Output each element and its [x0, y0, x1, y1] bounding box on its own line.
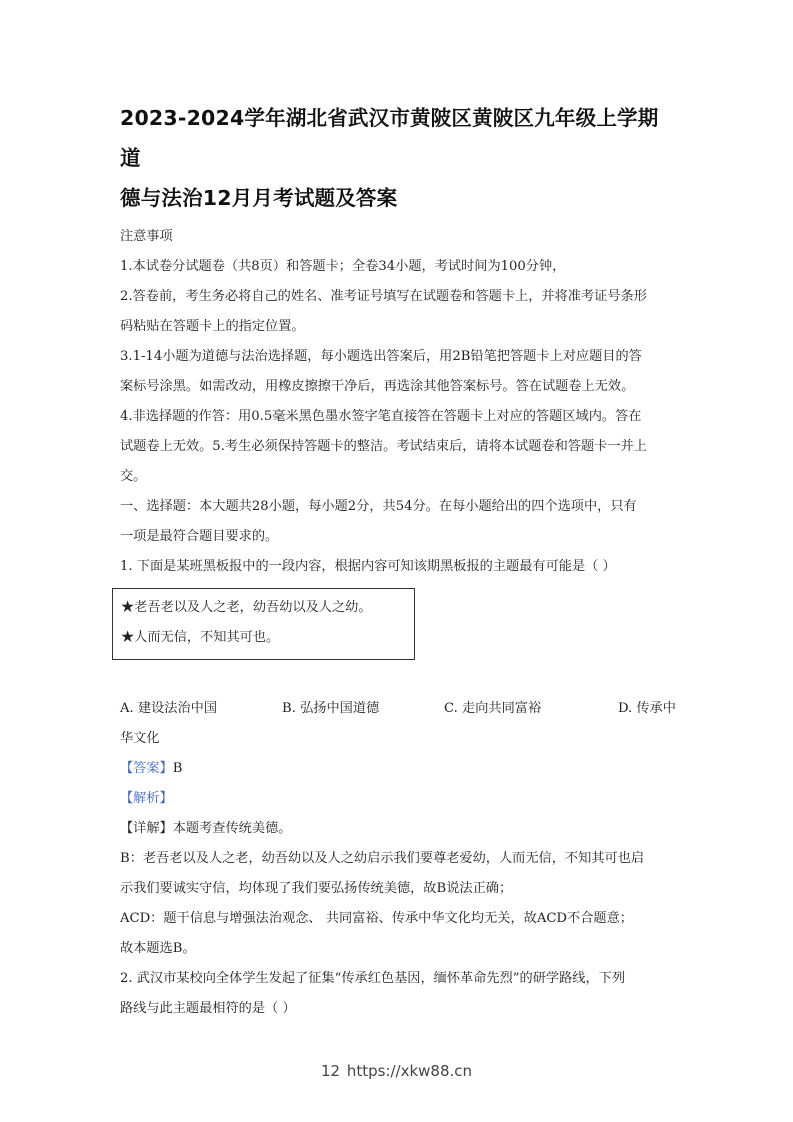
question-1-options [120, 694, 676, 724]
notice-item-2-line-2: 码粘贴在答题卡上的指定位置。 [120, 319, 305, 334]
option-d: D. 传承中 [617, 701, 676, 716]
detail-line: 【详解】本题考查传统美德。 [120, 821, 292, 836]
notice-item-3-line-1: 3.1-14小题为道德与法治选择题，每小题选出答案后，用2B铅笔把答题卡上对应题目的答 [120, 349, 642, 364]
option-d-continued: 华文化 [120, 731, 160, 746]
quote-line-1: ★老吾老以及人之老，幼吾幼以及人之幼。 [121, 600, 372, 615]
explanation-2: ACD：题干信息与增强法治观念、 共同富裕、传承中华文化均无关，故ACD不合题意； [120, 911, 633, 926]
page-footer [0, 1062, 793, 1080]
footer-url: https://xkw88.cn [346, 1062, 473, 1080]
explanation-1-line-2: 示我们要诚实守信，均体现了我们要弘扬传统美德，故B说法正确； [120, 881, 513, 896]
question-1-quote-box [112, 588, 415, 660]
section-heading-line-1: 一、选择题：本大题共28小题，每小题2分，共54分。在每小题给出的四个选项中，只有 [120, 499, 637, 514]
answer-line [120, 754, 676, 784]
answer-tag: 【答案】 [120, 761, 173, 776]
notice-item-2-line-1: 2.答卷前，考生务必将自己的姓名、准考证号填写在试题卷和答题卡上，并将准考证号条形 [120, 289, 647, 304]
answer-value: B [172, 761, 183, 776]
notice-item-1: 1.本试卷分试题卷（共8页）和答题卡；全卷34小题，考试时间为100分钟， [120, 259, 566, 274]
page-number: 12 [320, 1062, 341, 1080]
option-c: C. 走向共同富裕 [444, 701, 542, 716]
title-line-1: 2023-2024学年湖北省武汉市黄陂区黄陂区九年级上学期道 [120, 106, 659, 170]
quote-line-2: ★人而无信，不知其可也。 [121, 630, 280, 645]
notice-item-3-line-2: 案标号涂黑。如需改动，用橡皮擦擦干净后，再选涂其他答案标号。答在试题卷上无效。 [120, 379, 635, 394]
question-2-stem-line-2: 路线与此主题最相符的是（ ） [120, 1001, 296, 1016]
notice-item-4-line-2: 试题卷上无效。5.考生必须保持答题卡的整洁。考试结束后，请将本试题卷和答题卡一并上 [120, 439, 647, 454]
section-heading-line-2: 一项是最符合题目要求的。 [120, 529, 279, 544]
explanation-1-line-1: B：老吾老以及人之老，幼吾幼以及人之幼启示我们要尊老爱幼，人而无信，不知其可也启 [120, 851, 644, 866]
question-2-stem-line-1: 2. 武汉市某校向全体学生发起了征集“传承红色基因，缅怀革命先烈”的研学路线，下列 [120, 971, 626, 986]
option-b: B. 弘扬中国道德 [282, 701, 380, 716]
notice-heading: 注意事项 [120, 229, 173, 244]
question-1-stem: 1. 下面是某班黑板报中的一段内容，根据内容可知该期黑板报的主题最有可能是（ ） [120, 559, 616, 574]
notice-item-4-line-1: 4.非选择题的作答：用0.5毫米黑色墨水签字笔直接答在答题卡上对应的答题区域内。答在 [120, 409, 642, 424]
document-page [120, 98, 676, 1024]
analysis-tag: 【解析】 [120, 791, 173, 806]
document-title [120, 98, 676, 218]
title-line-2: 德与法治12月月考试题及答案 [120, 186, 398, 210]
notice-item-4-line-3: 交。 [120, 469, 147, 484]
option-a: A. 建设法治中国 [120, 701, 218, 716]
conclusion: 故本题选B。 [120, 941, 196, 956]
